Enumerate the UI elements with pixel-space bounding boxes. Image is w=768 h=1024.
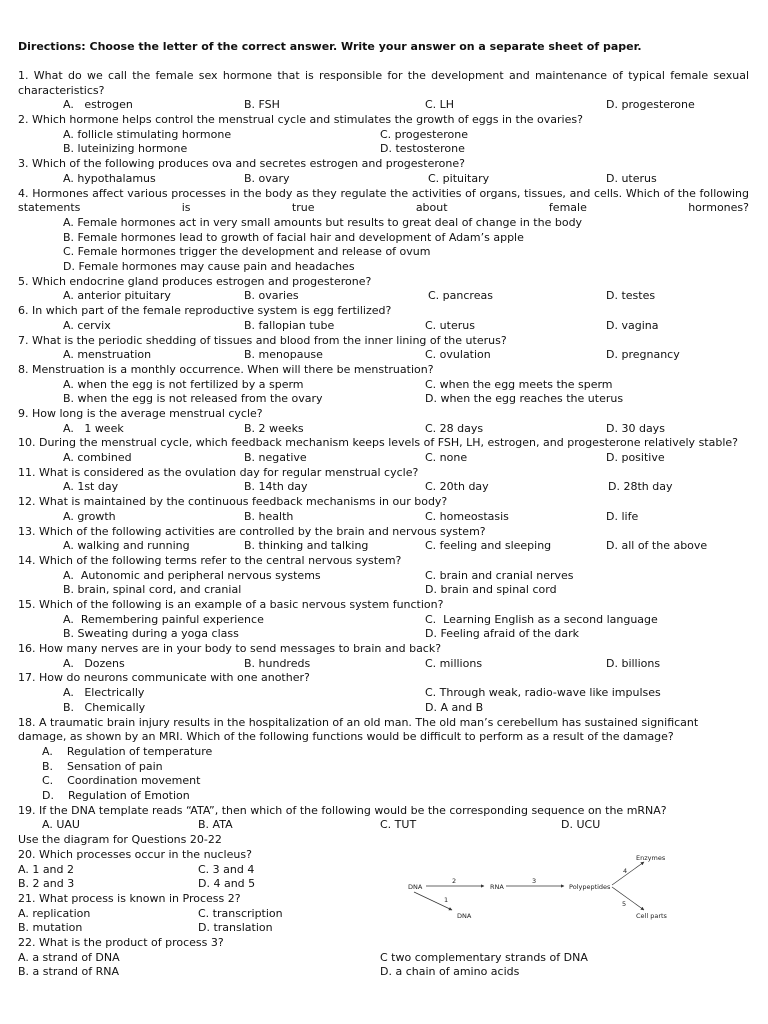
options-row [18,480,749,495]
option[interactable]: B. 2 weeks [244,421,304,435]
option[interactable]: C. millions [425,656,483,670]
option[interactable]: B. ATA [198,818,233,832]
option[interactable]: A. anterior pituitary [63,289,171,303]
option[interactable]: C two complementary strands of DNA [380,950,588,964]
question-text: 20. Which processes occur in the nucleus? [18,847,252,861]
option[interactable]: A. combined [63,451,132,465]
option[interactable]: D. 30 days [606,421,665,435]
options-row [18,348,749,363]
option[interactable]: D. when the egg reaches the uterus [425,392,624,406]
option[interactable]: A. cervix [63,318,111,332]
question-text: 6. In which part of the female reproductive system is egg fertilized? [18,304,392,318]
option[interactable]: D. uterus [606,171,657,185]
question-text: 10. During the menstrual cycle, which feedback mechanism keeps levels of FSH, LH, estrogen, and progesterone relatively stable? [18,436,738,450]
option[interactable]: D. testes [606,289,656,303]
option[interactable]: A. Remembering painful experience [63,612,264,626]
option[interactable]: C. pancreas [428,289,493,303]
option[interactable]: B. thinking and talking [244,539,369,553]
question-text-body: 18. A traumatic brain injury results in the hospitalization of an old man. The old man’s cerebellum has sustained significant damage, as shown by an MRI. Which of the following functions would be difficult to perform as a result of the damage? [18,715,699,744]
options-row [18,289,749,304]
option[interactable]: A. 1st day [63,480,119,494]
option[interactable]: D. 28th day [608,480,673,494]
options-row [18,569,749,584]
question-text: 17. How do neurons communicate with one another? [18,671,310,685]
option[interactable]: C. feeling and sleeping [425,539,552,553]
option[interactable]: A. hypothalamus [63,171,156,185]
option[interactable]: A. menstruation [63,348,152,362]
option[interactable]: D. Regulation of Emotion [42,789,190,803]
option[interactable]: D. positive [606,451,665,465]
option[interactable]: C. ovulation [425,348,491,362]
question-text: 15. Which of the following is an example of a basic nervous system function? [18,598,444,611]
question-text: 5. Which endocrine gland produces estrogen and progesterone? [18,274,372,288]
options-row [18,142,749,157]
question-text: 22. What is the product of process 3? [18,935,224,949]
arrow-process-4 [612,862,644,885]
option[interactable]: D. progesterone [606,98,695,112]
option[interactable]: D. 4 and 5 [198,877,256,891]
option[interactable]: A. growth [63,509,116,523]
question-text: 21. What process is known in Process 2? [18,891,241,905]
options-row [18,128,749,143]
options-row [18,657,749,672]
option[interactable]: A. when the egg is not fertilized by a sperm [63,377,304,391]
option[interactable]: A. Electrically [63,686,145,700]
option[interactable]: C. 3 and 4 [198,862,255,876]
diagram-label-enzymes: Enzymes [636,854,666,862]
options-row [18,392,749,407]
options-row [18,451,749,466]
question-text: 12. What is maintained by the continuous feedback mechanisms in our body? [18,495,448,509]
diagram-label-cell-parts: Cell parts [636,912,667,920]
option[interactable]: B. health [244,509,294,523]
option[interactable]: C. uterus [425,318,475,332]
question-text: 2. Which hormone helps control the menstrual cycle and stimulates the growth of eggs in the ovaries? [18,113,583,127]
option[interactable]: D. translation [198,921,273,935]
option[interactable]: B. ovary [244,171,290,185]
options-row [18,701,749,716]
option[interactable]: B. fallopian tube [244,318,335,332]
option[interactable]: D. A and B [425,700,484,714]
option[interactable]: D. billions [606,656,661,670]
question-text: 9. How long is the average menstrual cycle? [18,406,263,420]
options-row [18,686,749,701]
directions: Directions: Choose the letter of the correct answer. Write your answer on a separate sheet of paper. [18,40,642,53]
option[interactable]: A. 1 and 2 [18,862,75,876]
option[interactable]: C. when the egg meets the sperm [425,377,613,391]
options-row [18,98,749,113]
diagram-number-5: 5 [622,900,627,908]
options-row [18,539,749,554]
arrow-process-5 [612,887,644,910]
diagram-number-1: 1 [444,896,449,904]
options-row [18,422,749,437]
option[interactable]: D. UCU [561,818,601,832]
option[interactable]: B. 14th day [244,480,308,494]
option[interactable]: C. none [425,451,468,465]
diagram-intro: Use the diagram for Questions 20-22 [18,833,222,847]
option[interactable]: B. negative [244,451,307,465]
question-text [18,716,749,745]
options-row [18,510,749,525]
option[interactable]: D. life [606,509,639,523]
option[interactable]: C. brain and cranial nerves [425,568,574,582]
option[interactable]: D. vagina [606,318,659,332]
option[interactable]: C. TUT [380,818,417,832]
option[interactable]: A. 1 week [63,421,124,435]
question-text: 13. Which of the following activities are controlled by the brain and nervous system? [18,524,486,538]
options-row [18,627,749,642]
central-dogma-diagram [400,848,700,928]
question-text: 8. Menstruation is a monthly occurrence. When will there be menstruation? [18,362,434,376]
option[interactable]: D. pregnancy [606,348,680,362]
option[interactable]: D. brain and spinal cord [425,583,557,597]
option[interactable]: D. Feeling afraid of the dark [425,627,579,641]
option[interactable]: B. brain, spinal cord, and cranial [63,583,242,597]
diagram-number-4: 4 [623,867,628,875]
options-row [18,965,749,980]
option[interactable]: C. 20th day [425,480,489,494]
question-text: 14. Which of the following terms refer to the central nervous system? [18,553,402,567]
option[interactable]: C. Learning English as a second language [425,612,658,626]
option[interactable]: B. ovaries [244,289,299,303]
option[interactable]: B. mutation [18,921,83,935]
option[interactable]: C. LH [425,98,455,112]
diagram-label-polypeptides: Polypeptides [569,883,611,891]
option[interactable]: B. Female hormones lead to growth of facial hair and development of Adam’s apple [63,230,524,244]
options-row [18,951,749,966]
option[interactable]: A. walking and running [63,539,190,553]
options-row [18,319,749,334]
question-text: 1. What do we call the female sex hormone that is responsible for the development and maintenance of typical female sexual characteristics? [18,69,749,97]
option[interactable]: D. testosterone [380,142,465,156]
option[interactable]: B. luteinizing hormone [63,142,188,156]
options-row [18,172,749,187]
option[interactable]: C. transcription [198,906,283,920]
option[interactable]: A. estrogen [63,98,133,112]
option[interactable]: C. Through weak, radio-wave like impulses [425,686,661,700]
option[interactable]: B. menopause [244,348,323,362]
question-text: 16. How many nerves are in your body to send messages to brain and back? [18,642,442,656]
option[interactable]: A. Dozens [63,656,125,670]
option[interactable]: C. Female hormones trigger the development and release of ovum [63,245,431,259]
option[interactable]: A. a strand of DNA [18,950,120,964]
diagram-number-3: 3 [532,877,537,885]
option[interactable]: D. all of the above [606,539,708,553]
option[interactable]: B. a strand of RNA [18,965,120,979]
question-text: 4. Hormones affect various processes in the body as they regulate the activities of organs, tissues, and cells. Which of the following statements is true about female hormones? [18,186,749,215]
option[interactable]: A. follicle stimulating hormone [63,127,232,141]
option[interactable]: D. a chain of amino acids [380,965,520,979]
option[interactable]: A. Female hormones act in very small amounts but results to great deal of change in the body [63,215,583,229]
option[interactable]: D. Female hormones may cause pain and headaches [63,260,355,274]
option[interactable]: B. Sensation of pain [42,759,163,773]
option[interactable]: C. pituitary [428,171,490,185]
option[interactable]: B. hundreds [244,656,311,670]
option[interactable]: C. Coordination movement [42,774,201,788]
question-text: 19. If the DNA template reads “ATA”, then which of the following would be the corresponding sequence on the mRNA? [18,803,667,817]
option[interactable]: C. 28 days [425,421,484,435]
option[interactable]: B. FSH [244,98,280,112]
diagram-label-dna-left: DNA [408,883,423,891]
question-text: 11. What is considered as the ovulation day for regular menstrual cycle? [18,465,419,479]
diagram-label-rna: RNA [490,883,504,891]
options-row [18,583,749,598]
question-text: 7. What is the periodic shedding of tissues and blood from the inner lining of the uterus? [18,333,507,347]
option[interactable]: A. Autonomic and peripheral nervous systems [63,568,321,582]
diagram-label-dna-lower: DNA [457,912,472,920]
options-row [18,613,749,628]
option[interactable]: A. UAU [42,818,80,832]
option[interactable]: A. Regulation of temperature [42,744,213,758]
question-list [18,69,749,980]
option[interactable]: C. homeostasis [425,509,509,523]
diagram-number-2: 2 [452,877,457,885]
options-row [18,378,749,393]
option[interactable]: A. replication [18,906,91,920]
option[interactable]: B. when the egg is not released from the ovary [63,392,323,406]
option[interactable]: B. Sweating during a yoga class [63,627,239,641]
option[interactable]: C. progesterone [380,127,468,141]
option[interactable]: B. 2 and 3 [18,877,75,891]
options-row [18,818,749,833]
question-text: 3. Which of the following produces ova and secretes estrogen and progesterone? [18,157,465,171]
option[interactable]: B. Chemically [63,700,146,714]
